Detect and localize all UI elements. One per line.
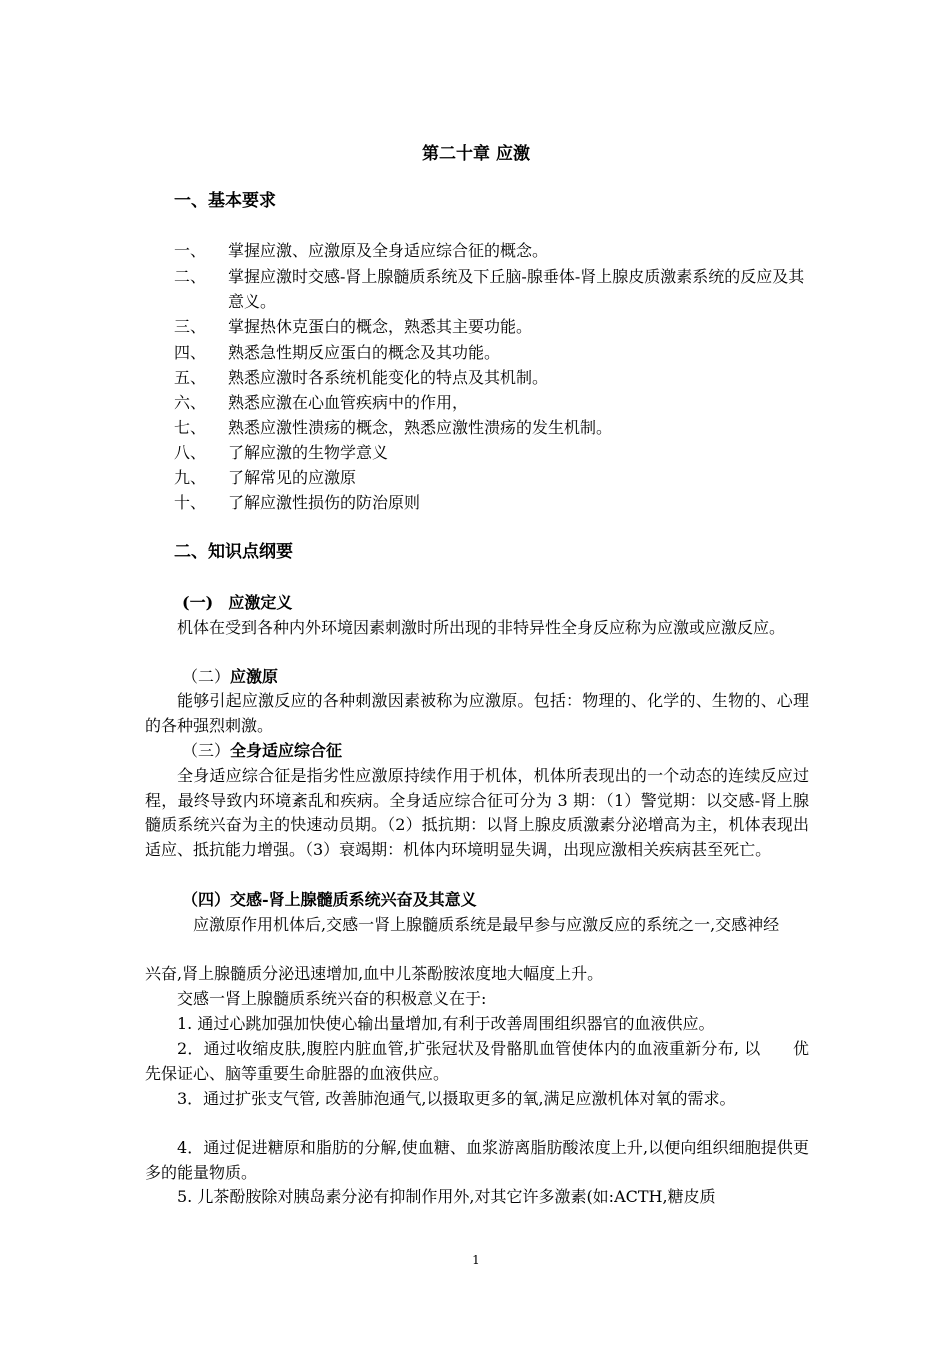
list-item: 2．通过收缩皮肤,腹腔内脏血管,扩张冠状及骨骼肌血管使体内的血液重新分布, 以 优先保证心、脑等重要生命脏器的血液供应。 [145, 1039, 809, 1083]
list-item: 一、 掌握应激、应激原及全身适应综合征的概念。 [174, 241, 549, 260]
section-heading-basic-requirements: 一、基本要求 [174, 191, 276, 211]
list-item: 1. 通过心跳加强加快使心输出量增加,有利于改善周围组织器官的血液供应。 [177, 1014, 715, 1033]
list-item: 三、 掌握热休克蛋白的概念，熟悉其主要功能。 [174, 317, 533, 336]
paragraph-stressor: 能够引起应激反应的各种刺激因素被称为应激原。包括：物理的、化学的、生物的、心理的各种强烈刺激。 [145, 691, 809, 735]
list-item: 4．通过促进糖原和脂肪的分解,使血糖、血浆游离脂肪酸浓度上升,以便向组织细胞提供更多的能量物质。 [145, 1138, 809, 1182]
list-item: 5. 儿茶酚胺除对胰岛素分泌有抑制作用外,对其它许多激素(如:ACTH,糖皮质 [177, 1187, 716, 1206]
list-item: 四、 熟悉急性期反应蛋白的概念及其功能。 [174, 343, 501, 362]
list-item: 六、 熟悉应激在心血管疾病中的作用， [174, 393, 469, 412]
section-heading-knowledge-outline: 二、知识点纲要 [174, 542, 293, 562]
list-item: 二、 掌握应激时交感-肾上腺髓质系统及下丘脑-腺垂体-肾上腺皮质激素系统的反应及其意义。 [174, 267, 805, 311]
list-item: 九、 了解常见的应激原 [174, 468, 357, 487]
subheading-sympathetic-adrenal: （四）交感-肾上腺髓质系统兴奋及其意义 [182, 890, 477, 909]
page-number: 1 [472, 1253, 480, 1267]
subheading-stressor: （二）应激原 [182, 667, 279, 686]
list-item: 五、 熟悉应激时各系统机能变化的特点及其机制。 [174, 368, 549, 387]
list-item: 十、 了解应激性损伤的防治原则 [174, 493, 421, 512]
list-item: 七、 熟悉应激性溃疡的概念，熟悉应激性溃疡的发生机制。 [174, 418, 613, 437]
paragraph-positive-significance: 交感一肾上腺髓质系统兴奋的积极意义在于: [177, 989, 487, 1008]
paragraph-sympathetic-effect: 兴奋,肾上腺髓质分泌迅速增加,血中儿茶酚胺浓度地大幅度上升。 [145, 964, 604, 983]
paragraph-gas: 全身适应综合征是指劣性应激原持续作用于机体，机体所表现出的一个动态的连续反应过程，最终导致内环境紊乱和疾病。全身适应综合征可分为 3 期：（1）警觉期：以交感-肾上腺髓质系统兴奋为主的快速动员期。（2）抵抗期：以肾上腺皮质激素分泌增高为主，机体表现出适应、抵抗能力增强。（3）衰竭期：机体内环境明显失调，出现应激相关疾病甚至死亡。 [145, 766, 809, 859]
chapter-title: 第二十章 应激 [422, 144, 530, 164]
subheading-gas: （三）全身适应综合征 [182, 741, 343, 760]
subheading-stress-definition: (一) 应激定义 [182, 593, 293, 612]
paragraph-stress-definition: 机体在受到各种内外环境因素刺激时所出现的非特异性全身反应称为应激或应激反应。 [177, 618, 786, 637]
paragraph-sympathetic-intro: 应激原作用机体后,交感一肾上腺髓质系统是最早参与应激反应的系统之一,交感神经 [193, 915, 780, 934]
list-item: 八、 了解应激的生物学意义 [174, 443, 389, 462]
list-item: 3．通过扩张支气管, 改善肺泡通气,以摄取更多的氧,满足应激机体对氧的需求。 [177, 1089, 736, 1108]
